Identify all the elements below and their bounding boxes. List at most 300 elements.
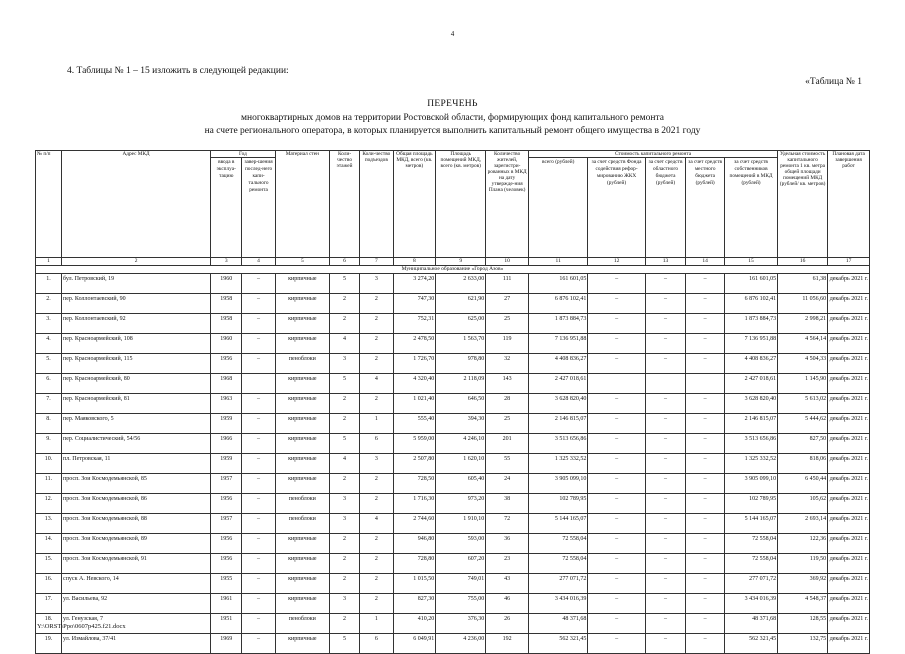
cell-cost-total: 1 873 884,73: [529, 314, 588, 334]
header-unit-cost: Удельная стоимость капитального ремонта 1 кв. метра общей площади помещений МКД (рублей/ кв. метров): [778, 151, 828, 258]
cell-year-built: 1956: [211, 354, 242, 374]
table-body: [36, 258, 870, 654]
cell-premises-area: 978,80: [436, 354, 486, 374]
header-cost-group: Стоимость капитального ремонта: [529, 151, 778, 158]
cell-n: 7.: [36, 394, 62, 414]
cell-total-area: 827,30: [393, 594, 436, 614]
cell-year-last-repair: –: [242, 594, 275, 614]
table-row: [36, 574, 870, 594]
cell-cost-fund: –: [588, 514, 645, 534]
cell-year-last-repair: [242, 374, 275, 394]
cell-n: 18.: [36, 614, 62, 634]
cell-cost-fund: [588, 374, 645, 394]
table-row: [36, 334, 870, 354]
column-number: 16: [778, 258, 828, 266]
cell-residents: 192: [486, 634, 529, 654]
cell-entrances: 1: [360, 614, 393, 634]
cell-year-built: 1960: [211, 274, 242, 294]
houses-table-container: [35, 150, 870, 654]
cell-unit-cost: 1 145,90: [778, 374, 828, 394]
cell-premises-area: 607,20: [436, 554, 486, 574]
document-subtitle-line-1: многоквартирных домов на территории Ростовской области, формирующих фонд капитального ремонта: [241, 113, 664, 123]
cell-address: ул. Измайлова, 37/41: [62, 634, 211, 654]
cell-material: кирпичные: [275, 474, 329, 494]
header-total-area: Общая площадь МКД, всего (кв. метров): [393, 151, 436, 258]
column-number: 13: [645, 258, 686, 266]
cell-year-last-repair: –: [242, 434, 275, 454]
column-number: 11: [529, 258, 588, 266]
column-number: 9: [436, 258, 486, 266]
cell-n: 15.: [36, 554, 62, 574]
cell-n: 16.: [36, 574, 62, 594]
cell-premises-area: 755,00: [436, 594, 486, 614]
cell-total-area: 2 507,80: [393, 454, 436, 474]
cell-total-area: 555,40: [393, 414, 436, 434]
cell-cost-total: 4 408 836,27: [529, 354, 588, 374]
cell-address: просп. Зои Космодемьянской, 86: [62, 494, 211, 514]
cell-n: 17.: [36, 594, 62, 614]
cell-year-last-repair: –: [242, 314, 275, 334]
cell-entrances: 6: [360, 434, 393, 454]
cell-floors: 2: [329, 414, 359, 434]
table-row: [36, 434, 870, 454]
cell-year-built: 1956: [211, 554, 242, 574]
cell-cost-total: 5 144 165,07: [529, 514, 588, 534]
table-row: [36, 454, 870, 474]
cell-year-last-repair: –: [242, 514, 275, 534]
cell-n: 9.: [36, 434, 62, 454]
cell-year-built: 1958: [211, 314, 242, 334]
cell-residents: 25: [486, 314, 529, 334]
cell-n: 19.: [36, 634, 62, 654]
cell-material: кирпичные: [275, 434, 329, 454]
cell-year-last-repair: –: [242, 534, 275, 554]
cell-residents: 24: [486, 474, 529, 494]
cell-unit-cost: 105,62: [778, 494, 828, 514]
cell-year-built: 1959: [211, 454, 242, 474]
header-address: Адрес МКД: [62, 151, 211, 258]
intro-text: 4. Таблицы № 1 – 15 изложить в следующей редакции:: [67, 66, 289, 76]
header-cost-owners: за счет средств собственников помещений в МКД (рублей): [724, 158, 777, 258]
cell-cost-fund: –: [588, 454, 645, 474]
cell-address: пер. Социалистический, 54/56: [62, 434, 211, 454]
cell-cost-regional: –: [645, 434, 686, 454]
cell-cost-total: 7 136 951,88: [529, 334, 588, 354]
cell-floors: 2: [329, 294, 359, 314]
cell-residents: 25: [486, 414, 529, 434]
cell-plan-date: декабрь 2021 г.: [828, 414, 870, 434]
cell-unit-cost: 5 613,02: [778, 394, 828, 414]
cell-residents: 72: [486, 514, 529, 534]
cell-cost-local: –: [686, 354, 725, 374]
municipality-row: [36, 266, 870, 274]
cell-total-area: 747,30: [393, 294, 436, 314]
header-cost-fund: за счет средств Фонда содействия рефор-мированию ЖКХ (рублей): [588, 158, 645, 258]
cell-cost-regional: –: [645, 274, 686, 294]
cell-cost-local: –: [686, 614, 725, 634]
cell-entrances: 2: [360, 554, 393, 574]
cell-cost-local: –: [686, 434, 725, 454]
cell-cost-owners: 1 325 332,52: [724, 454, 777, 474]
cell-total-area: 728,80: [393, 554, 436, 574]
cell-floors: 2: [329, 314, 359, 334]
cell-unit-cost: 132,75: [778, 634, 828, 654]
cell-year-last-repair: –: [242, 474, 275, 494]
cell-entrances: 1: [360, 414, 393, 434]
cell-year-last-repair: –: [242, 414, 275, 434]
cell-cost-local: [686, 374, 725, 394]
cell-cost-regional: [645, 374, 686, 394]
cell-residents: 143: [486, 374, 529, 394]
cell-cost-fund: –: [588, 614, 645, 634]
cell-cost-fund: –: [588, 274, 645, 294]
cell-cost-regional: –: [645, 534, 686, 554]
column-number: 17: [828, 258, 870, 266]
cell-entrances: 2: [360, 594, 393, 614]
cell-address: пер. Коллонтаевский, 90: [62, 294, 211, 314]
cell-total-area: 4 320,40: [393, 374, 436, 394]
table-row: [36, 314, 870, 334]
document-subtitle-line-2: на счете регионального оператора, в которых планируется выполнить капитальный ремонт общего имущества в 2021 году: [204, 126, 701, 136]
cell-cost-local: –: [686, 454, 725, 474]
cell-residents: 38: [486, 494, 529, 514]
cell-year-last-repair: –: [242, 634, 275, 654]
cell-n: 8.: [36, 414, 62, 434]
cell-unit-cost: 818,06: [778, 454, 828, 474]
header-year-last-repair: завер-шения послед-него капи-тального ремонта: [242, 158, 275, 258]
cell-n: 12.: [36, 494, 62, 514]
cell-unit-cost: 4 504,33: [778, 354, 828, 374]
cell-cost-regional: –: [645, 454, 686, 474]
cell-cost-fund: –: [588, 354, 645, 374]
cell-premises-area: 2 118,09: [436, 374, 486, 394]
column-number-row: [36, 258, 870, 266]
cell-cost-owners: 72 558,04: [724, 554, 777, 574]
cell-year-built: 1969: [211, 634, 242, 654]
column-number: 5: [275, 258, 329, 266]
cell-residents: 55: [486, 454, 529, 474]
column-number: 10: [486, 258, 529, 266]
cell-residents: 26: [486, 614, 529, 634]
cell-residents: 32: [486, 354, 529, 374]
cell-cost-owners: 562 321,45: [724, 634, 777, 654]
cell-cost-regional: –: [645, 634, 686, 654]
cell-year-built: 1955: [211, 574, 242, 594]
cell-total-area: 1 716,30: [393, 494, 436, 514]
cell-plan-date: декабрь 2021 г.: [828, 334, 870, 354]
cell-floors: 5: [329, 274, 359, 294]
cell-n: 13.: [36, 514, 62, 534]
cell-cost-owners: 102 789,95: [724, 494, 777, 514]
cell-cost-owners: 2 427 018,61: [724, 374, 777, 394]
cell-cost-total: 72 558,04: [529, 554, 588, 574]
cell-address: просп. Зои Космодемьянской, 88: [62, 514, 211, 534]
cell-plan-date: декабрь 2021 г.: [828, 274, 870, 294]
cell-residents: 43: [486, 574, 529, 594]
cell-year-built: 1959: [211, 414, 242, 434]
cell-cost-total: 161 601,05: [529, 274, 588, 294]
cell-material: кирпичные: [275, 294, 329, 314]
cell-cost-owners: 5 144 165,07: [724, 514, 777, 534]
cell-total-area: 3 274,20: [393, 274, 436, 294]
file-path-footer: Y:\ORST\Ppo\0607p425.f21.docx: [37, 623, 126, 630]
cell-plan-date: декабрь 2021 г.: [828, 494, 870, 514]
cell-residents: 119: [486, 334, 529, 354]
cell-cost-regional: –: [645, 574, 686, 594]
column-number: 2: [62, 258, 211, 266]
cell-cost-regional: –: [645, 354, 686, 374]
municipality-name: Муниципальное образование «Город Азов»: [36, 266, 870, 274]
cell-material: пеноблоки: [275, 514, 329, 534]
cell-cost-fund: –: [588, 414, 645, 434]
cell-entrances: 3: [360, 274, 393, 294]
cell-cost-total: 2 146 815,07: [529, 414, 588, 434]
cell-address: спуск А. Невского, 14: [62, 574, 211, 594]
cell-residents: 111: [486, 274, 529, 294]
cell-total-area: 2 478,50: [393, 334, 436, 354]
cell-n: 11.: [36, 474, 62, 494]
cell-material: кирпичные: [275, 554, 329, 574]
cell-year-built: 1968: [211, 374, 242, 394]
cell-address: пер. Красноармейский, 81: [62, 394, 211, 414]
cell-cost-regional: –: [645, 554, 686, 574]
cell-unit-cost: 4 564,14: [778, 334, 828, 354]
cell-premises-area: 646,50: [436, 394, 486, 414]
table-tag: «Таблица № 1: [805, 77, 862, 87]
cell-cost-fund: –: [588, 294, 645, 314]
cell-premises-area: 394,30: [436, 414, 486, 434]
cell-entrances: 2: [360, 294, 393, 314]
cell-n: 14.: [36, 534, 62, 554]
cell-floors: 3: [329, 514, 359, 534]
table-row: [36, 374, 870, 394]
cell-premises-area: 1 620,10: [436, 454, 486, 474]
cell-plan-date: декабрь 2021 г.: [828, 294, 870, 314]
cell-year-last-repair: –: [242, 354, 275, 374]
cell-cost-local: –: [686, 494, 725, 514]
cell-cost-local: –: [686, 594, 725, 614]
column-number: 3: [211, 258, 242, 266]
cell-material: кирпичные: [275, 594, 329, 614]
cell-cost-local: –: [686, 634, 725, 654]
cell-year-built: 1963: [211, 394, 242, 414]
table-row: [36, 274, 870, 294]
column-number: 4: [242, 258, 275, 266]
cell-material: кирпичные: [275, 454, 329, 474]
cell-year-built: 1951: [211, 614, 242, 634]
cell-cost-regional: –: [645, 334, 686, 354]
cell-residents: 27: [486, 294, 529, 314]
cell-unit-cost: 2 693,14: [778, 514, 828, 534]
cell-floors: 2: [329, 474, 359, 494]
cell-address: просп. Зои Космодемьянской, 91: [62, 554, 211, 574]
cell-plan-date: декабрь 2021 г.: [828, 554, 870, 574]
cell-n: 5.: [36, 354, 62, 374]
cell-premises-area: 4 236,00: [436, 634, 486, 654]
cell-unit-cost: 61,38: [778, 274, 828, 294]
cell-cost-fund: –: [588, 474, 645, 494]
cell-material: кирпичные: [275, 534, 329, 554]
cell-cost-regional: –: [645, 474, 686, 494]
cell-entrances: 6: [360, 634, 393, 654]
cell-premises-area: 625,00: [436, 314, 486, 334]
cell-cost-owners: 3 513 656,86: [724, 434, 777, 454]
cell-cost-local: –: [686, 554, 725, 574]
cell-premises-area: 1 563,70: [436, 334, 486, 354]
cell-plan-date: декабрь 2021 г.: [828, 534, 870, 554]
cell-premises-area: 1 910,10: [436, 514, 486, 534]
cell-total-area: 752,31: [393, 314, 436, 334]
cell-plan-date: декабрь 2021 г.: [828, 574, 870, 594]
cell-total-area: 410,20: [393, 614, 436, 634]
cell-unit-cost: 827,50: [778, 434, 828, 454]
table-row: [36, 594, 870, 614]
cell-cost-local: –: [686, 574, 725, 594]
cell-cost-owners: 3 434 016,39: [724, 594, 777, 614]
cell-year-built: 1957: [211, 514, 242, 534]
cell-year-last-repair: –: [242, 614, 275, 634]
cell-cost-total: 562 321,45: [529, 634, 588, 654]
cell-cost-regional: –: [645, 494, 686, 514]
header-year: Год: [211, 151, 276, 158]
cell-cost-total: 3 434 016,39: [529, 594, 588, 614]
cell-year-built: 1966: [211, 434, 242, 454]
cell-address: пер. Коллонтаевский, 92: [62, 314, 211, 334]
cell-address: пер. Красноармейский, 115: [62, 354, 211, 374]
cell-n: 2.: [36, 294, 62, 314]
header-residents: Количество жителей, зарегистри-рованных в МКД на дату утвержде-ния Плана (человек): [486, 151, 529, 258]
cell-cost-fund: –: [588, 574, 645, 594]
cell-address: ул. Васильева, 92: [62, 594, 211, 614]
table-row: [36, 294, 870, 314]
cell-cost-total: 72 558,04: [529, 534, 588, 554]
cell-floors: 2: [329, 574, 359, 594]
cell-cost-local: –: [686, 294, 725, 314]
header-cost-total: всего (рублей): [529, 158, 588, 258]
cell-cost-local: –: [686, 514, 725, 534]
cell-unit-cost: 369,92: [778, 574, 828, 594]
cell-cost-total: 1 325 332,52: [529, 454, 588, 474]
cell-cost-owners: 7 136 951,88: [724, 334, 777, 354]
cell-cost-fund: –: [588, 594, 645, 614]
cell-total-area: 728,50: [393, 474, 436, 494]
table-row: [36, 414, 870, 434]
cell-cost-owners: 161 601,05: [724, 274, 777, 294]
cell-entrances: 4: [360, 514, 393, 534]
cell-cost-total: 3 628 820,40: [529, 394, 588, 414]
cell-year-last-repair: –: [242, 574, 275, 594]
cell-premises-area: 4 246,10: [436, 434, 486, 454]
cell-floors: 5: [329, 434, 359, 454]
cell-cost-regional: –: [645, 414, 686, 434]
cell-cost-total: 3 513 656,86: [529, 434, 588, 454]
cell-cost-regional: –: [645, 394, 686, 414]
cell-plan-date: декабрь 2021 г.: [828, 634, 870, 654]
column-number: 7: [360, 258, 393, 266]
cell-floors: 5: [329, 634, 359, 654]
cell-cost-owners: 3 628 820,40: [724, 394, 777, 414]
cell-floors: 3: [329, 354, 359, 374]
header-cost-local: за счет средств местного бюджета (рублей): [686, 158, 725, 258]
cell-entrances: 2: [360, 394, 393, 414]
cell-material: пеноблоки: [275, 614, 329, 634]
cell-cost-regional: –: [645, 294, 686, 314]
header-material: Материал стен: [275, 151, 329, 258]
cell-cost-fund: –: [588, 534, 645, 554]
cell-floors: 2: [329, 614, 359, 634]
cell-cost-local: –: [686, 334, 725, 354]
cell-entrances: 2: [360, 354, 393, 374]
table-row: [36, 554, 870, 574]
table-row: [36, 514, 870, 534]
cell-n: 4.: [36, 334, 62, 354]
cell-plan-date: декабрь 2021 г.: [828, 474, 870, 494]
cell-plan-date: декабрь 2021 г.: [828, 454, 870, 474]
cell-cost-regional: –: [645, 314, 686, 334]
cell-cost-local: –: [686, 314, 725, 334]
houses-table: [35, 150, 870, 654]
cell-residents: 201: [486, 434, 529, 454]
cell-unit-cost: 6 450,44: [778, 474, 828, 494]
cell-plan-date: декабрь 2021 г.: [828, 394, 870, 414]
table-row: [36, 474, 870, 494]
cell-cost-total: 2 427 018,61: [529, 374, 588, 394]
cell-address: просп. Зои Космодемьянской, 85: [62, 474, 211, 494]
cell-cost-local: –: [686, 474, 725, 494]
cell-n: 3.: [36, 314, 62, 334]
cell-address: бул. Петровский, 19: [62, 274, 211, 294]
cell-year-last-repair: –: [242, 294, 275, 314]
cell-entrances: 2: [360, 574, 393, 594]
cell-unit-cost: 122,36: [778, 534, 828, 554]
cell-cost-fund: –: [588, 314, 645, 334]
cell-cost-owners: 72 558,04: [724, 534, 777, 554]
cell-address: пл. Петровская, 11: [62, 454, 211, 474]
cell-cost-local: –: [686, 394, 725, 414]
cell-cost-fund: –: [588, 494, 645, 514]
cell-year-last-repair: –: [242, 554, 275, 574]
cell-cost-fund: –: [588, 634, 645, 654]
cell-total-area: 6 049,91: [393, 634, 436, 654]
cell-material: кирпичные: [275, 374, 329, 394]
cell-floors: 2: [329, 554, 359, 574]
cell-entrances: 2: [360, 314, 393, 334]
cell-address: пер. Красноармейский, 108: [62, 334, 211, 354]
cell-cost-total: 277 071,72: [529, 574, 588, 594]
cell-plan-date: декабрь 2021 г.: [828, 374, 870, 394]
cell-floors: 2: [329, 534, 359, 554]
column-number: 14: [686, 258, 725, 266]
cell-unit-cost: 4 548,37: [778, 594, 828, 614]
document-title: ПЕРЕЧЕНЬ: [427, 99, 478, 109]
cell-cost-owners: 48 371,68: [724, 614, 777, 634]
cell-floors: 5: [329, 374, 359, 394]
cell-cost-fund: –: [588, 334, 645, 354]
cell-material: кирпичные: [275, 314, 329, 334]
cell-year-built: 1961: [211, 594, 242, 614]
cell-entrances: 2: [360, 494, 393, 514]
cell-floors: 2: [329, 394, 359, 414]
cell-address: ул. Генузская, 7: [62, 614, 211, 634]
cell-year-built: 1957: [211, 474, 242, 494]
table-row: [36, 534, 870, 554]
cell-floors: 4: [329, 454, 359, 474]
cell-cost-regional: –: [645, 614, 686, 634]
cell-total-area: 1 021,40: [393, 394, 436, 414]
cell-total-area: 946,80: [393, 534, 436, 554]
cell-cost-fund: –: [588, 434, 645, 454]
cell-material: кирпичные: [275, 334, 329, 354]
